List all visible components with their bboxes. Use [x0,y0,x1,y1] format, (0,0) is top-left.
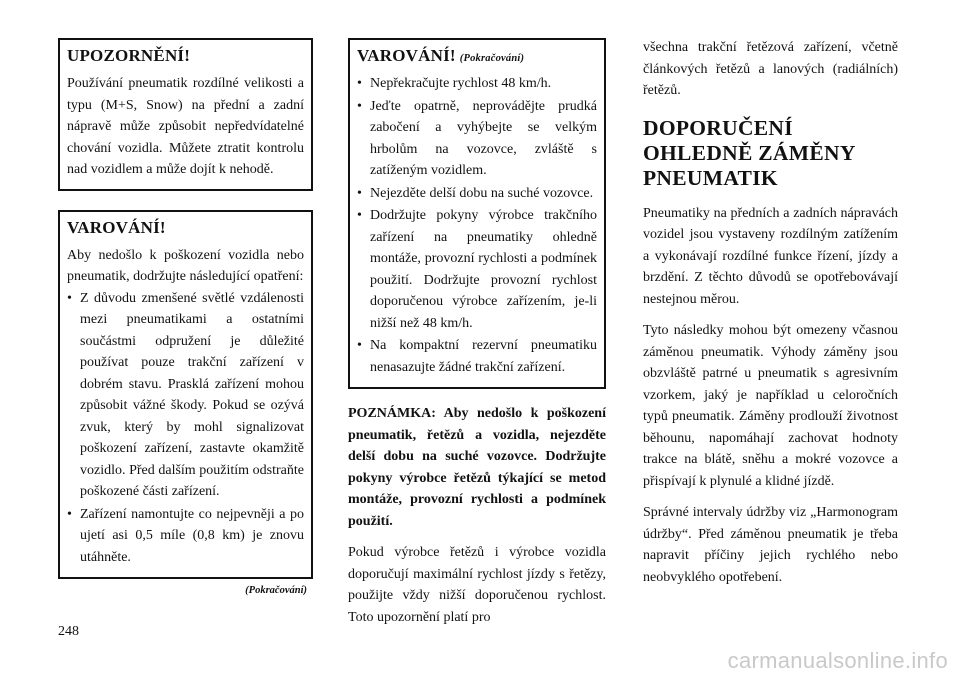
warning-list-item: • Zařízení namontujte co nejpevněji a po ujetí asi 0,5 míle (0,8 km) je znovu utáhněte. [67,504,304,569]
body-paragraph: Tyto následky mohou být omezeny včasnou záměnou pneumatik. Výhody záměny jsou obzvláště patrné u pneumatik s agresivním vzorkem, jaký je například u celoročních typů pneumatik. Záměny prodlouží životnost běhounu, napomáhají zachovat hodnoty trakce na blátě, sněhu a mokré vozovce a přispívají k plynulé a klidné jízdě. [643,323,898,489]
right-column [643,37,898,588]
warning-list [67,288,304,569]
warning-list-item: • Dodržujte pokyny výrobce trakčního zařízení na pneumatiky ohledně montáže, provozní rychlosti a podmínek použití. Dodržujte provozní rychlost doporučenou výrobce zařízením, je-li nižší než 48 km/h. [357,205,597,334]
caution-text: Používání pneumatik rozdílné velikosti a typu (M+S, Snow) na přední a zadní nápravě může způsobit nepředvídatelné chování vozidla. Můžete ztratit kontrolu nad vozidlem a může dojít k nehodě. [67,76,304,177]
caution-box [58,38,313,191]
warning-continued-title: VAROVÁNÍ! (Pokračování) [357,46,525,65]
body-paragraph: Správné intervaly údržby viz „Harmonogram údržby“. Před záměnou pneumatik je třeba napravit příčiny jejich rychlého nebo neobvyklého opotřebení. [643,505,898,585]
page-number: 248 [58,624,79,639]
body-paragraph: Pneumatiky na předních a zadních nápravách vozidel jsou vystaveny rozdílným zatížením a vykonávají rozdílné funkce řízení, jízdy a brzdění. Z těchto důvodů se opotřebovávají nestejnou měrou. [643,205,898,307]
left-column [58,38,313,596]
warning-continued-list [357,73,597,378]
warning-list-item: • Nepřekračujte rychlost 48 km/h. [357,73,597,95]
warning-continued-box [348,38,606,389]
caution-title: UPOZORNĚNÍ! [67,46,191,65]
watermark: carmanualsonline.info [727,648,948,673]
continued-note: (Pokračování) [245,585,307,596]
body-paragraph-continued: všechna trakční řetězová zařízení, včetně článkových řetězů a lanových (radiálních) řetězů. [643,40,898,98]
warning-title: VAROVÁNÍ! [67,217,166,237]
note-paragraph: POZNÁMKA: Aby nedošlo k poškození pneumatik, řetězů a vozidla, nejezděte delší dobu na suché vozovce. Dodržujte pokyny výrobce řetězů týkající se metod montáže, provozní rychlosti a podmínek použití. [348,406,606,529]
warning-list-item: • Z důvodu zmenšené světlé vzdálenosti mezi pneumatikami a ostatními součástmi odpružení je důležité používat pouze trakční zařízení v dobrém stavu. Prasklá zařízení mohou způsobit vážné škody. Pokud se ozývá zvuk, který by mohl signalizovat poškození zařízení, zastavte okamžitě vozidlo. Před dalším použitím odstraňte poškozené části zařízení. [67,288,304,503]
warning-list-item: • Na kompaktní rezervní pneumatiku nenasazujte žádné trakční zařízení. [357,335,597,378]
warning-list-item: • Nejezděte delší dobu na suché vozovce. [357,183,597,205]
warning-list-item: • Jeďte opatrně, neprovádějte prudká zabočení a vyhýbejte se velkým hrbolům na vozovce, zvláště s zatíženým vozidlem. [357,96,597,182]
middle-column [348,38,606,628]
warning-intro: Aby nedošlo k poškození vozidla nebo pneumatik, dodržujte následující opatření: [67,247,304,284]
warning-box [58,210,313,580]
body-paragraph: Pokud výrobce řetězů i výrobce vozidla doporučují maximální rychlost jízdy s řetězy, použijte vždy nižší doporučenou rychlost. Toto upozornění platí pro [348,545,606,625]
section-heading: DOPORUČENÍ OHLEDNĚ ZÁMĚNY PNEUMATIK [643,115,855,190]
